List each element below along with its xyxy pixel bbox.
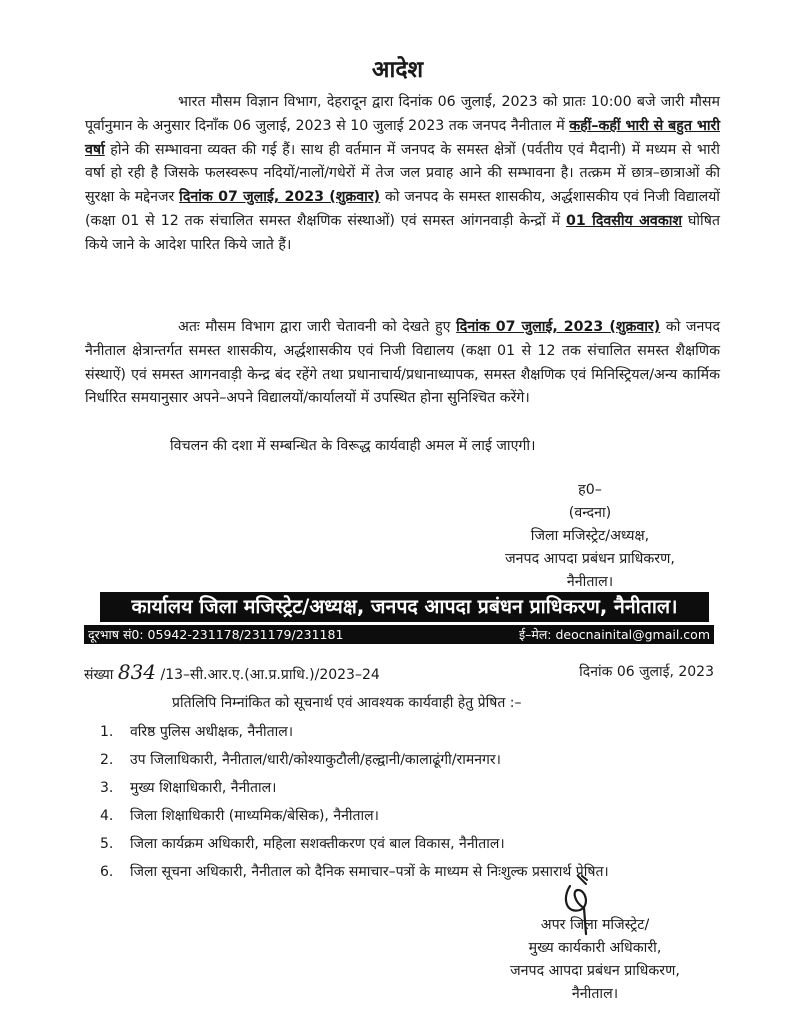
signatory-place: नैनीताल। xyxy=(571,986,619,1002)
distribution-list xyxy=(100,720,730,888)
distribution-item xyxy=(100,776,730,800)
signatory-authority: जनपद आपदा प्रबंधन प्राधिकरण, xyxy=(505,551,675,567)
reference-line xyxy=(84,660,714,684)
reference-date: दिनांक 06 जुलाई, 2023 xyxy=(579,664,714,680)
item-text: मुख्य शिक्षाधिकारी, नैनीताल। xyxy=(130,780,277,796)
distribution-item xyxy=(100,748,730,772)
distribution-item xyxy=(100,860,730,884)
adm-signature-block xyxy=(455,914,735,1006)
order-paragraph-3: विचलन की दशा में सम्बन्धित के विरूद्ध कार्यवाही अमल में लाई जाएगी। xyxy=(170,438,536,454)
paragraph-text: को जनपद नैनीताल क्षेत्रान्तर्गत समस्त शासकीय, अर्द्धशासकीय एवं निजी विद्यालय (कक्षा 01 से 12 तक संचालित समस्त शैक्षणिक संस्थाऐं) एवं समस्त आगनवाड़ी केन्द्र बंद रहेंगे तथा प्रधानाचार्य/प्रधानाध्यापक, समस्त शैक्षणिक एवं मिनिस्ट्रियल/अन्य कार्मिक निर्धारित समयानुसार अपने–अपने विद्यालयों/कार्यालयों में उपस्थित होना सुनिश्चित करेंगे। xyxy=(85,319,721,407)
item-text: जिला शिक्षाधिकारी (माध्यमिक/बेसिक), नैनीताल। xyxy=(130,808,379,824)
paragraph-text: अतः मौसम विभाग द्वारा जारी चेतावनी को देखते हुए xyxy=(178,319,457,335)
paragraph-text: भारत मौसम विज्ञान विभाग, देहरादून द्वारा दिनांक 06 जुलाई, 2023 को प्रातः 10:00 बजे जारी मौसम पूर्वानुमान के अनुसार दिनाँक 06 जुलाई, 2023 से 10 जुलाई 2023 तक जनपद नैनीताल में xyxy=(85,94,720,134)
handwritten-number: 834 xyxy=(117,660,157,684)
document-title: आदेश xyxy=(371,57,424,83)
reference-number: संख्या 834 /13–सी.आर.ए.(आ.प्र.प्राधि.)/2023–24 xyxy=(84,660,380,684)
signatory-role: मुख्य कार्यकारी अधिकारी, xyxy=(528,940,662,956)
contact-strip xyxy=(84,625,714,644)
emphasized-text: दिनांक 07 जुलाई, 2023 (शुक्रवार) xyxy=(456,319,661,335)
emphasized-text: कहीं–कहीं भारी से बहुत भारी वर्षा xyxy=(85,117,721,158)
item-text: वरिष्ठ पुलिस अधीक्षक, नैनीताल। xyxy=(130,724,294,740)
signatory-authority: जनपद आपदा प्रबंधन प्राधिकरण, xyxy=(510,963,680,979)
paragraph-text: होने की सम्भावना व्यक्त की गई हैं। साथ ही वर्तमान में जनपद के समस्त क्षेत्रों (पर्वतीय एवं मैदानी) में मध्यम से भारी वर्षा हो रही है जिसके फलस्वरूप नदियों/नालों/गधेरों में तेज जल प्रवाह आने की सम्भावना है। तत्क्रम में छात्र–छात्राओं की सुरक्षा के मद्देनजर xyxy=(85,141,720,206)
dm-signature-block xyxy=(440,479,740,594)
emphasized-text: 01 दिवसीय अवकाश xyxy=(566,212,683,229)
emphasized-text: दिनांक 07 जुलाई, 2023 (शुक्रवार) xyxy=(179,189,381,206)
distribution-item xyxy=(100,720,730,744)
signed-mark: ह0– xyxy=(578,482,602,498)
office-banner: कार्यालय जिला मजिस्ट्रेट/अध्यक्ष, जनपद आपदा प्रबंधन प्राधिकरण, नैनीताल। xyxy=(100,592,709,622)
paragraph-text: को जनपद के समस्त शासकीय, अर्द्धशासकीय एवं निजी विद्यालयों (कक्षा 01 से 12 तक संचालित समस्त शैक्षणिक संस्थाओं) एवं समस्त आंगनवाड़ी केन्द्रों में xyxy=(85,189,720,229)
signatory-place: नैनीताल। xyxy=(566,574,614,590)
item-text: जिला सूचना अधिकारी, नैनीताल को दैनिक समाचार–पत्रों के माध्यम से निःशुल्क प्रसारार्थ प्रेषित। xyxy=(130,864,609,880)
signatory-designation: जिला मजिस्ट्रेट/अध्यक्ष, xyxy=(530,528,650,544)
distribution-item xyxy=(100,832,730,856)
item-text: जिला कार्यक्रम अधिकारी, महिला सशक्तीकरण एवं बाल विकास, नैनीताल। xyxy=(130,836,505,852)
order-paragraph-2 xyxy=(85,316,720,411)
item-text: उप जिलाधिकारी, नैनीताल/धारी/कोश्याकुटौली/हल्द्वानी/कालाढूंगी/रामनगर। xyxy=(130,752,501,768)
phone-number: दूरभाष सं0: 05942-231178/231179/231181 xyxy=(88,627,344,642)
signatory-name: (वन्दना) xyxy=(568,505,612,521)
distribution-item xyxy=(100,804,730,828)
item-number: 3. xyxy=(100,780,114,796)
paragraph-text: घोषित किये जाने के आदेश पारित किये जाते हैं। xyxy=(85,212,720,253)
item-number: 5. xyxy=(100,836,114,852)
signatory-designation: अपर जिला मजिस्ट्रेट/ xyxy=(540,917,650,933)
item-number: 6. xyxy=(100,864,114,880)
item-number: 1. xyxy=(100,724,114,740)
copy-intro: प्रतिलिपि निम्नांकित को सूचनार्थ एवं आवश्यक कार्यवाही हेतु प्रेषित :– xyxy=(172,695,522,711)
item-number: 4. xyxy=(100,808,114,824)
item-number: 2. xyxy=(100,752,114,768)
order-paragraph-1 xyxy=(85,91,720,258)
email-address: ई–मेल: deocnainital@gmail.com xyxy=(518,627,710,642)
